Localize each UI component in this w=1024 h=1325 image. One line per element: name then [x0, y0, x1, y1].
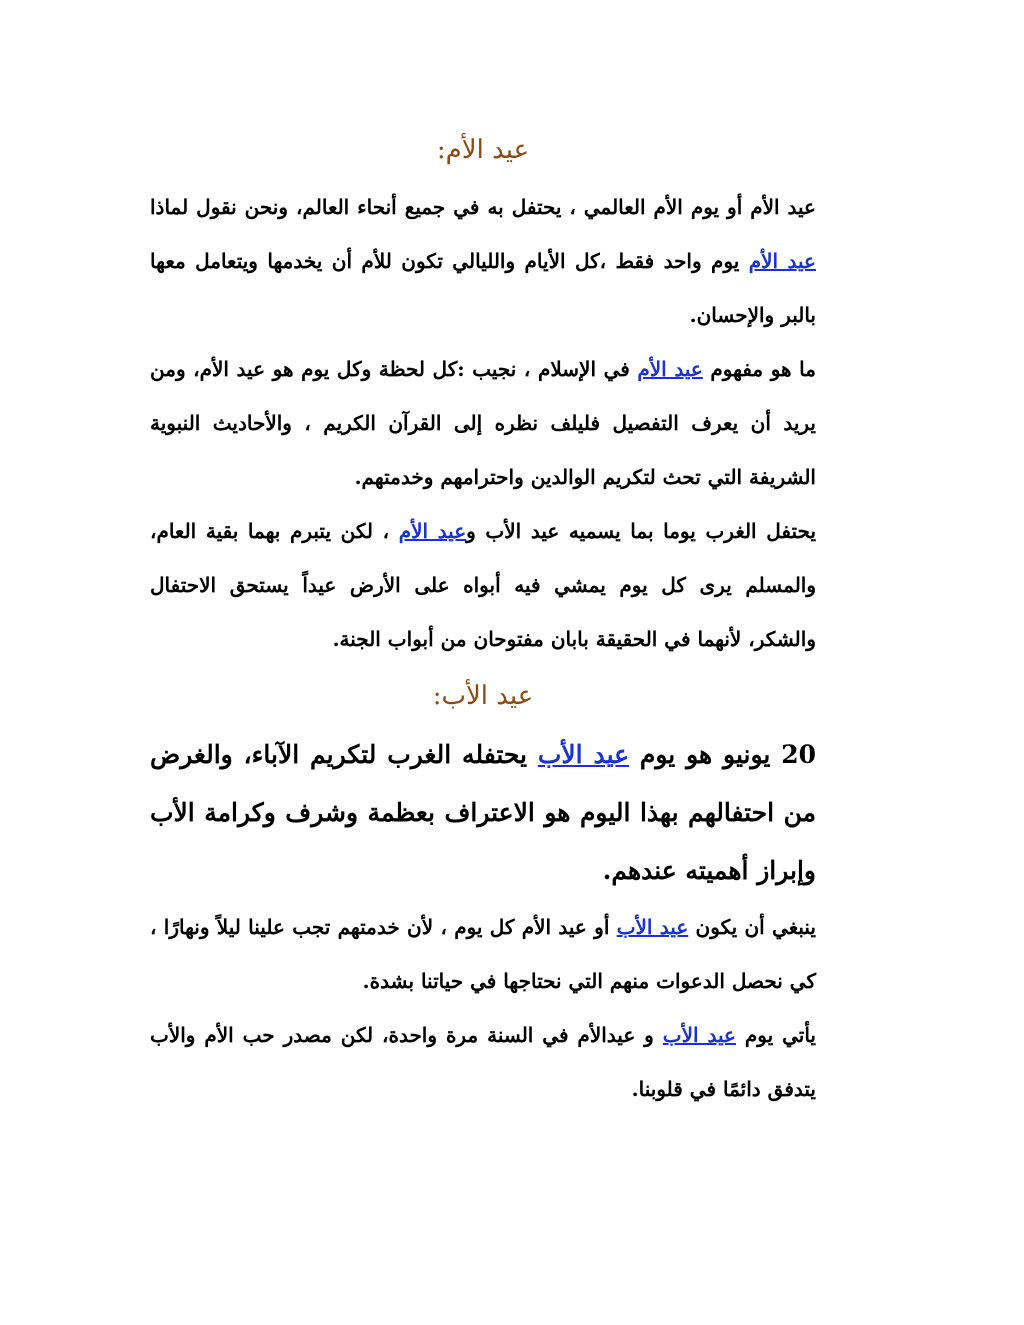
father-day-paragraph-2: [150, 900, 816, 1008]
text-segment: يأتي يوم: [735, 1023, 816, 1047]
text-segment: 20 يونيو هو يوم: [629, 740, 816, 769]
father-day-link[interactable]: عيد الأب: [537, 740, 630, 769]
mother-day-link[interactable]: عيد الأم: [748, 249, 816, 273]
father-day-paragraph-3: [150, 1008, 816, 1116]
mother-day-paragraph-3: [150, 504, 816, 666]
father-day-paragraph-1: [150, 726, 816, 900]
text-segment: ينبغي أن يكون: [688, 915, 816, 939]
text-segment: يحتفله الغرب لتكريم الآباء، والغرض من احتفالهم بهذا اليوم هو الاعتراف بعظمة وشرف وكرامة الأب وإبراز أهميته عندهم.: [150, 740, 816, 885]
father-day-link[interactable]: عيد الأب: [662, 1023, 736, 1047]
father-day-link[interactable]: عيد الأب: [616, 915, 689, 939]
text-segment: أو عيد الأم كل يوم ، لأن خدمتهم تجب علينا ليلاً ونهارًا ، كي نحصل الدعوات منهم التي نحتاجها في حياتنا بشدة.: [150, 915, 816, 993]
text-segment: عيد الأم أو يوم الأم العالمي ، يحتفل به في جميع أنحاء العالم، ونحن نقول لماذا: [150, 195, 816, 219]
text-segment: و عيدالأم في السنة مرة واحدة، لكن مصدر حب الأم والأب يتدفق دائمًا في قلوبنا.: [150, 1023, 816, 1101]
text-segment: في الإسلام ، نجيب :كل لحظة وكل يوم هو عيد الأم، ومن يريد أن يعرف التفصيل فليلف نظره إلى القرآن الكريم ، والأحاديث النبوية الشريفة التي تحث لتكريم الوالدين واحترامهم وخدمتهم.: [150, 357, 816, 489]
mother-day-paragraph-2: [150, 342, 816, 504]
mother-day-paragraph-1: [150, 180, 816, 342]
text-segment: يوم واحد فقط ،كل الأيام والليالي تكون للأم أن يخدمها ويتعامل معها بالبر والإحسان.: [150, 249, 816, 327]
text-segment: ما هو مفهوم: [702, 357, 816, 381]
mother-day-link[interactable]: عيد الأم: [637, 357, 703, 381]
text-segment: يحتفل الغرب يوما بما يسميه عيد الأب و: [466, 519, 817, 543]
document-page: [150, 120, 816, 1116]
text-segment: ، لكن يتبرم بهما بقية العام، والمسلم يرى كل يوم يمشي فيه أبواه على الأرض عيداً يستحق الاحتفال والشكر، لأنهما في الحقيقة بابان مفتوحان من أبواب الجنة.: [150, 519, 816, 651]
mother-day-link[interactable]: عيد الأم: [398, 519, 467, 543]
mother-day-heading: عيد الأم:: [436, 135, 530, 165]
father-day-heading: عيد الأب:: [432, 681, 534, 711]
